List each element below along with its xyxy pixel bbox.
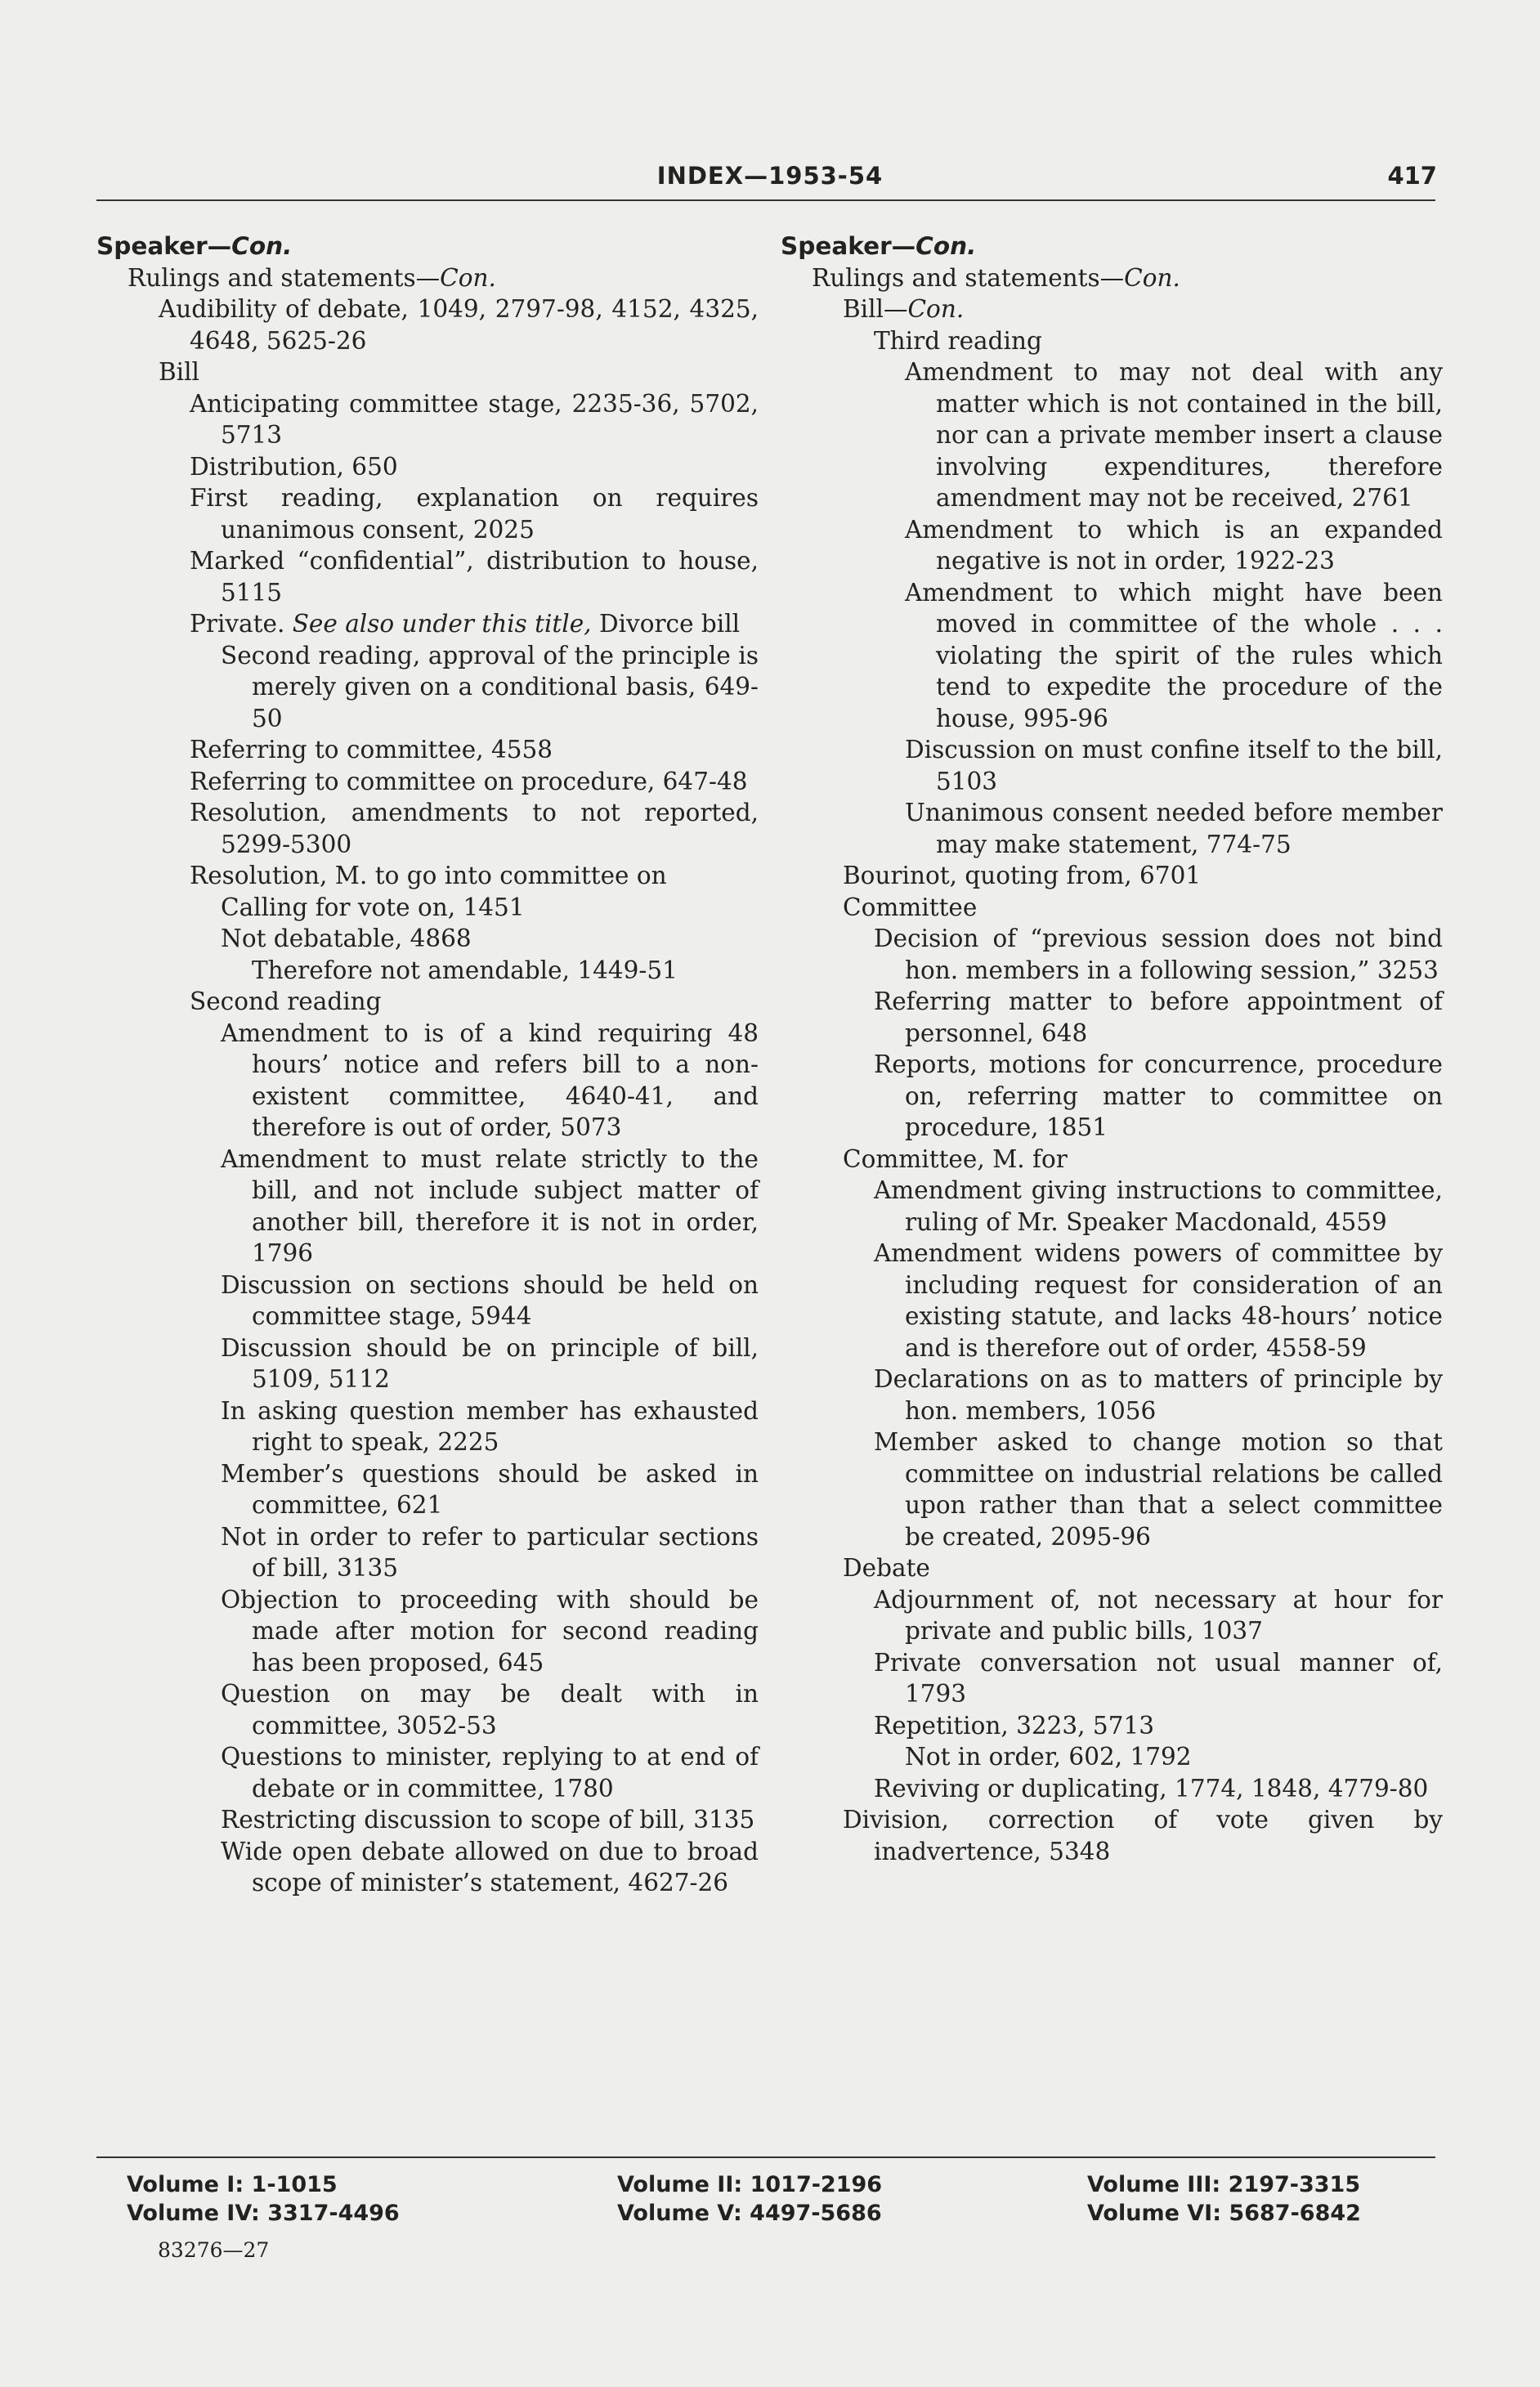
index-entry: Committee, M. for	[843, 1144, 1068, 1173]
index-entry: First reading, explanation on requires unanimous consent, 2025	[190, 484, 759, 544]
index-entry: Declarations on as to matters of principle by hon. members, 1056	[874, 1365, 1443, 1425]
index-entry: Division, correction of vote given by inadvertence, 5348	[843, 1806, 1443, 1865]
index-entry: Private conversation not usual manner of, 1793	[874, 1648, 1443, 1708]
index-entry: Referring matter to before appointment of personnel, 648	[874, 987, 1443, 1047]
index-entry: Resolution, amendments to not reported, 5299-5300	[190, 799, 759, 858]
index-entry: Member asked to change motion so that committee on industrial relations be called upon rather than that a select committee be created, 2095-96	[874, 1428, 1443, 1551]
index-entry: Reviving or duplicating, 1774, 1848, 4779-80	[874, 1774, 1429, 1803]
index-entry: Adjournment of, not necessary at hour for private and public bills, 1037	[874, 1585, 1443, 1645]
index-entry: Wide open debate allowed on due to broad scope of minister’s statement, 4627-26	[221, 1837, 759, 1897]
index-entry: Amendment to must relate strictly to the bill, and not include subject matter of another bill, therefore it is not in order, 1796	[221, 1144, 759, 1267]
volume-range: Volume IV: 3317-4496	[127, 2201, 400, 2226]
index-entry: Referring to committee, 4558	[190, 736, 553, 764]
page-header-title: INDEX—1953-54	[656, 162, 884, 190]
index-entry: Resolution, M. to go into committee on	[190, 862, 667, 889]
index-entry: Objection to proceeding with should be made after motion for second reading has been proposed, 645	[221, 1585, 759, 1677]
index-entry: Marked “confidential”, distribution to house, 5115	[190, 547, 759, 607]
index-entry: Decision of “previous session does not bind hon. members in a following session,” 3253	[874, 925, 1443, 984]
index-entry: Reports, motions for concurrence, procedure on, referring matter to committee on procedure, 1851	[874, 1050, 1443, 1141]
index-entry: Second reading	[190, 987, 382, 1015]
volume-range: Volume I: 1-1015	[127, 2172, 338, 2197]
footer-volumes-col1	[127, 2170, 400, 2228]
index-entry: Not in order to refer to particular sections of bill, 3135	[221, 1522, 759, 1582]
index-entry: Bill	[159, 358, 199, 386]
index-entry: Distribution, 650	[190, 452, 398, 481]
index-entry: Committee	[843, 893, 978, 921]
index-entry: Amendment to which is an expanded negative is not in order, 1922-23	[905, 515, 1443, 575]
index-entry: Discussion should be on principle of bill, 5109, 5112	[221, 1333, 759, 1393]
index-entry: Second reading, approval of the principle is merely given on a conditional basis, 649-50	[221, 641, 759, 732]
header-rule	[96, 199, 1435, 201]
index-entry: Bourinot, quoting from, 6701	[843, 862, 1202, 889]
index-entry: Amendment to is of a kind requiring 48 hours’ notice and refers bill to a non-existent committee, 4640-41, and therefore is out of order, 5073	[221, 1019, 759, 1141]
volume-range: Volume V: 4497-5686	[617, 2201, 882, 2226]
index-column-right	[781, 231, 1443, 1867]
index-entry: Amendment widens powers of committee by including request for consideration of an existing statute, and lacks 48-hours’ notice and is therefore out of order, 4558-59	[874, 1239, 1443, 1362]
index-entry: Speaker—Con.	[781, 232, 977, 260]
index-entry: Speaker—Con.	[96, 232, 293, 260]
index-entry: Restricting discussion to scope of bill, 3135	[221, 1806, 755, 1834]
index-entry: Rulings and statements—Con.	[128, 263, 496, 292]
index-entry: Audibility of debate, 1049, 2797-98, 4152, 4325, 4648, 5625-26	[159, 295, 759, 355]
index-entry: Not debatable, 4868	[221, 925, 472, 952]
index-entry: Amendment to may not deal with any matter which is not contained in the bill, nor can a private member insert a clause involving expenditures, therefore amendment may not be received, 2761	[905, 358, 1443, 512]
index-column-left	[96, 231, 759, 1899]
index-entry: Third reading	[874, 326, 1042, 355]
index-entry: In asking question member has exhausted right to speak, 2225	[221, 1396, 759, 1456]
print-code: 83276—27	[158, 2238, 270, 2262]
index-entry: Rulings and statements—Con.	[812, 263, 1180, 292]
index-entry: Discussion on sections should be held on committee stage, 5944	[221, 1270, 759, 1330]
index-entry: Member’s questions should be asked in committee, 621	[221, 1459, 759, 1519]
index-entry: Questions to minister, replying to at end of debate or in committee, 1780	[221, 1743, 759, 1803]
index-entry: Private. See also under this title, Divorce bill	[190, 610, 741, 638]
index-entry: Amendment giving instructions to committee, ruling of Mr. Speaker Macdonald, 4559	[874, 1176, 1443, 1236]
index-entry: Discussion on must confine itself to the bill, 5103	[905, 736, 1443, 795]
index-entry: Unanimous consent needed before member may make statement, 774-75	[905, 799, 1443, 858]
volume-range: Volume III: 2197-3315	[1087, 2172, 1361, 2197]
volume-range: Volume II: 1017-2196	[617, 2172, 883, 2197]
index-entry: Anticipating committee stage, 2235-36, 5702, 5713	[190, 389, 759, 449]
index-entry: Referring to committee on procedure, 647-48	[190, 767, 748, 795]
volume-range: Volume VI: 5687-6842	[1087, 2201, 1361, 2226]
footer-rule	[96, 2156, 1435, 2158]
index-entry: Debate	[843, 1554, 930, 1582]
index-entry: Question on may be dealt with in committee, 3052-53	[221, 1680, 759, 1740]
page-number: 417	[1387, 162, 1437, 190]
index-entry: Not in order, 602, 1792	[905, 1743, 1192, 1771]
index-entry: Amendment to which might have been moved in committee of the whole . . . violating the spirit of the rules which tend to expedite the procedure of the house, 995-96	[905, 578, 1443, 732]
footer-volumes-col2	[617, 2170, 882, 2228]
index-entry: Repetition, 3223, 5713	[874, 1711, 1155, 1740]
index-entry: Therefore not amendable, 1449-51	[252, 956, 678, 984]
footer-volumes-col3	[1087, 2170, 1361, 2228]
index-entry: Bill—Con.	[843, 295, 965, 323]
index-entry: Calling for vote on, 1451	[221, 893, 525, 921]
